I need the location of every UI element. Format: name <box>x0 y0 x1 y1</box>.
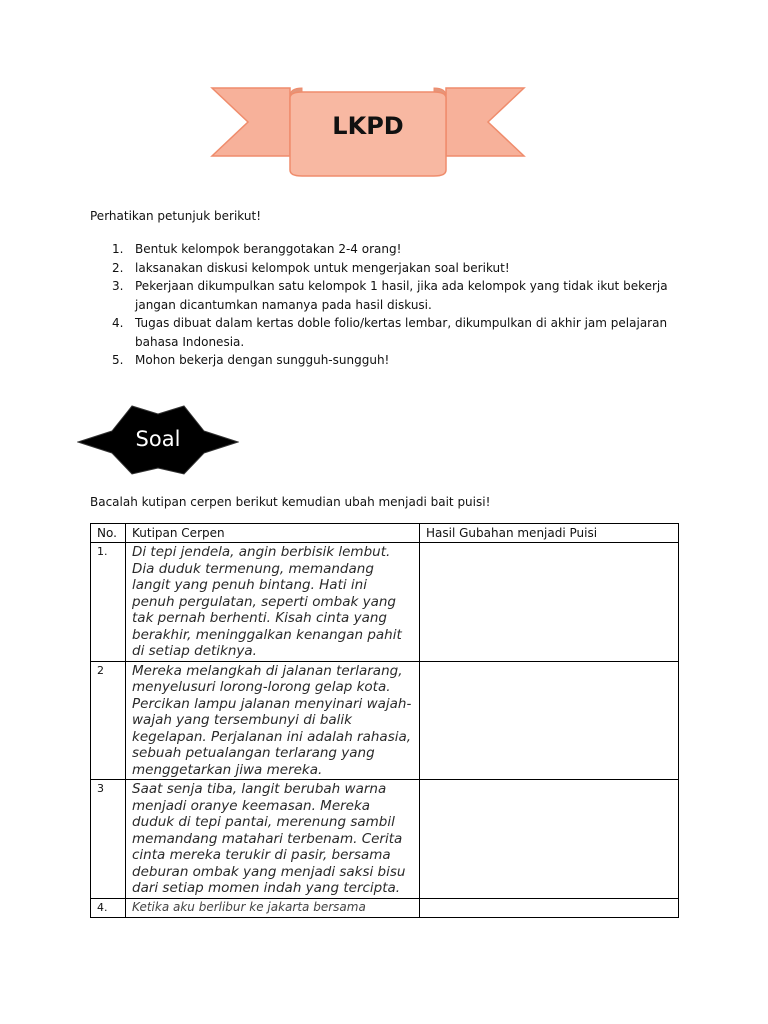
instruction-number: 4. <box>112 316 124 330</box>
table-header-row <box>91 524 679 543</box>
row-number: 3 <box>91 780 126 899</box>
instruction-text: Bentuk kelompok beranggotakan 2-4 orang! <box>135 242 402 256</box>
instruction-item <box>90 314 690 351</box>
result-cell[interactable] <box>420 898 679 917</box>
instruction-number: 5. <box>112 353 124 367</box>
row-number: 1. <box>91 543 126 662</box>
section-label: Soal <box>135 427 181 451</box>
table-row <box>91 543 679 662</box>
header-excerpt: Kutipan Cerpen <box>126 524 420 543</box>
instruction-item <box>90 277 690 314</box>
instruction-text: Pekerjaan dikumpulkan satu kelompok 1 hasil, jika ada kelompok yang tidak ikut bekerja jangan dicantumkan namanya pada hasil diskusi. <box>135 279 668 312</box>
row-number: 2 <box>91 661 126 780</box>
result-cell[interactable] <box>420 661 679 780</box>
table-row <box>91 780 679 899</box>
excerpt-table <box>90 523 679 918</box>
instruction-text: laksanakan diskusi kelompok untuk mengerjakan soal berikut! <box>135 260 510 275</box>
table-row <box>91 661 679 780</box>
instruction-item <box>90 240 690 259</box>
instruction-number: 2. <box>112 260 124 275</box>
excerpt-cell: Di tepi jendela, angin berbisik lembut. Dia duduk termenung, memandang langit yang penuh bintang. Hati ini penuh pergulatan, seperti ombak yang tak pernah berhenti. Kisah cinta yang berakhir, meninggalkan kenangan pahit di setiap detiknya. <box>126 543 420 662</box>
soal-star-label <box>77 404 239 476</box>
instructions-intro: Perhatikan petunjuk berikut! <box>90 209 262 223</box>
excerpt-cell: Ketika aku berlibur ke jakarta bersama <box>126 898 420 917</box>
task-instruction: Bacalah kutipan cerpen berikut kemudian ubah menjadi bait puisi! <box>90 495 491 509</box>
header-result: Hasil Gubahan menjadi Puisi <box>420 524 679 543</box>
instructions-list <box>90 240 690 370</box>
result-cell[interactable] <box>420 543 679 662</box>
header-no: No. <box>91 524 126 543</box>
result-cell[interactable] <box>420 780 679 899</box>
banner-title: LKPD <box>332 112 404 140</box>
excerpt-cell: Mereka melangkah di jalanan terlarang, menyelusuri lorong-lorong gelap kota. Percikan lampu jalanan menyinari wajah-wajah yang tersembunyi di balik kegelapan. Perjalanan ini adalah rahasia, sebuah petualangan terlarang yang menggetarkan jiwa mereka. <box>126 661 420 780</box>
excerpt-cell: Saat senja tiba, langit berubah warna menjadi oranye keemasan. Mereka duduk di tepi pantai, merenung sambil memandang matahari terbenam. Cerita cinta mereka terukir di pasir, bersama deburan ombak yang menjadi saksi bisu dari setiap momen indah yang tercipta. <box>126 780 420 899</box>
row-number: 4. <box>91 898 126 917</box>
table-row <box>91 898 679 917</box>
instruction-text: Mohon bekerja dengan sungguh-sungguh! <box>135 353 390 367</box>
instruction-number: 1. <box>112 242 124 256</box>
instruction-item <box>90 259 690 278</box>
instruction-item <box>90 351 690 370</box>
lkpd-banner <box>210 86 526 178</box>
instruction-number: 3. <box>112 279 124 293</box>
instruction-text: Tugas dibuat dalam kertas doble folio/kertas lembar, dikumpulkan di akhir jam pelajaran bahasa Indonesia. <box>135 316 668 349</box>
